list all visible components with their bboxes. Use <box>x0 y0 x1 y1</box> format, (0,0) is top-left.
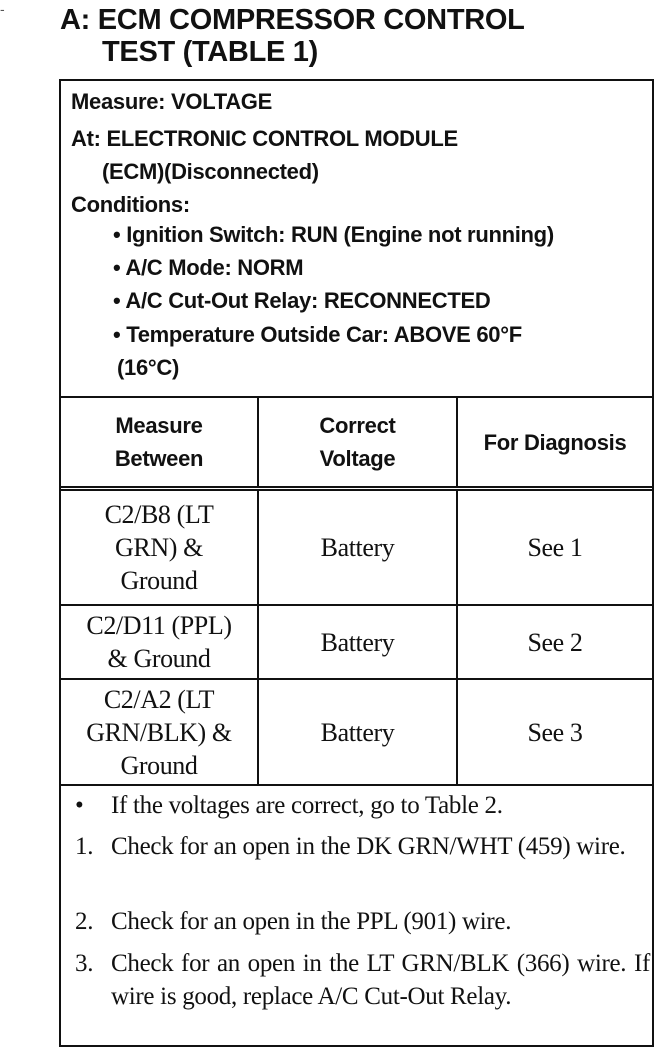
condition-item <box>113 251 303 284</box>
cell-correct-voltage: Battery <box>258 489 457 606</box>
condition-item <box>113 284 490 317</box>
bullet-icon: • <box>113 255 121 280</box>
at-line-continuation: (ECM)(Disconnected) <box>102 159 319 184</box>
header-voltage-line-2: Voltage <box>319 446 396 471</box>
cell-measure-between <box>61 605 258 679</box>
note-item <box>75 947 650 1013</box>
cell-text-line: & Ground <box>107 644 211 673</box>
cell-measure-between <box>61 679 258 785</box>
note-bullet-icon: • <box>75 792 84 819</box>
cell-for-diagnosis: See 1 <box>457 489 652 606</box>
header-measure-between <box>61 398 258 489</box>
note-number: 2. <box>75 908 94 935</box>
diagnosis-table <box>61 398 652 786</box>
bullet-icon: • <box>113 222 121 247</box>
at-line: At: ELECTRONIC CONTROL MODULE <box>71 126 458 151</box>
table-row <box>61 679 652 785</box>
cell-text-line: Ground <box>120 750 198 780</box>
cell-correct-voltage: Battery <box>258 605 457 679</box>
note-item <box>75 905 650 938</box>
condition-text: A/C Mode: NORM <box>125 255 304 280</box>
cell-correct-voltage: Battery <box>258 679 457 785</box>
condition-continuation: (16°C) <box>117 355 180 380</box>
page-title <box>60 4 660 68</box>
conditions-section <box>61 81 652 398</box>
title-line-2: TEST (TABLE 1) <box>102 36 318 68</box>
cell-for-diagnosis: See 3 <box>457 679 652 785</box>
header-correct-voltage <box>258 398 457 489</box>
corner-mark: - <box>0 1 5 17</box>
header-measure-line-1: Measure <box>115 413 203 438</box>
bullet-icon: • <box>113 322 121 347</box>
cell-text-line: Ground <box>120 566 198 595</box>
condition-text: Ignition Switch: RUN (Engine not running) <box>126 222 554 247</box>
cell-text-line: GRN/BLK) & <box>86 717 232 747</box>
note-text: If the voltages are correct, go to Table 2. <box>111 792 503 819</box>
measure-line: Measure: VOLTAGE <box>71 89 272 114</box>
cell-for-diagnosis: See 2 <box>457 605 652 679</box>
cell-text-line: C2/A2 (LT <box>103 684 215 714</box>
note-number: 3. <box>75 950 94 977</box>
cell-measure-between <box>61 489 258 606</box>
title-line-1: A: ECM COMPRESSOR CONTROL <box>60 4 525 36</box>
test-table-frame <box>59 79 654 1047</box>
header-for-diagnosis <box>457 398 652 489</box>
condition-text: Temperature Outside Car: ABOVE 60°F <box>126 322 522 347</box>
bullet-icon: • <box>113 288 121 313</box>
condition-item <box>113 218 554 251</box>
note-text: Check for an open in the LT GRN/BLK (366) wire. If wire is good, replace A/C Cut-Out Relay. <box>111 950 650 1010</box>
condition-item <box>113 318 522 351</box>
note-text: Check for an open in the PPL (901) wire. <box>111 908 512 935</box>
condition-text: A/C Cut-Out Relay: RECONNECTED <box>125 288 491 313</box>
table-row <box>61 605 652 679</box>
table-header-row <box>61 398 652 489</box>
note-number: 1. <box>75 833 94 860</box>
note-text: Check for an open in the DK GRN/WHT (459) wire. <box>111 833 626 860</box>
note-item <box>75 830 650 863</box>
cell-text-line: C2/D11 (PPL) <box>86 611 232 640</box>
cell-text-line: C2/B8 (LT <box>104 500 214 529</box>
cell-text-line: GRN) & <box>115 533 203 562</box>
table-row <box>61 489 652 606</box>
header-measure-line-2: Between <box>114 446 204 471</box>
header-diagnosis-label: For Diagnosis <box>483 429 627 455</box>
note-item <box>75 789 650 822</box>
header-voltage-line-1: Correct <box>319 413 396 438</box>
conditions-label: Conditions: <box>71 192 190 217</box>
